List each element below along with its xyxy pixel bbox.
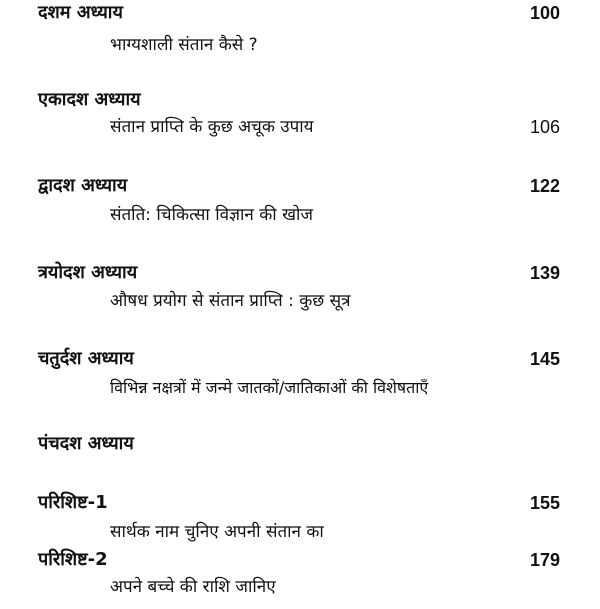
- chapter-subtitle: संतान प्राप्ति के कुछ अचूक उपाय: [110, 117, 314, 137]
- chapter-heading: चतुर्दश अध्याय: [38, 348, 134, 369]
- chapter-heading: द्वादश अध्याय: [38, 175, 128, 196]
- toc-entry-chapter-12: [0, 175, 600, 235]
- chapter-heading: दशम अध्याय: [38, 2, 123, 23]
- appendix-subtitle: सार्थक नाम चुनिए अपनी संतान का: [110, 522, 324, 542]
- chapter-heading: पंचदश अध्याय: [38, 433, 134, 454]
- page-number: 179: [529, 550, 560, 570]
- chapter-heading: त्रयोदश अध्याय: [38, 262, 138, 283]
- toc-entry-chapter-11: [0, 89, 600, 149]
- chapter-subtitle: औषध प्रयोग से संतान प्राप्ति : कुछ सूत्र: [110, 291, 351, 311]
- appendix-subtitle: अपने बच्चे की राशि जानिए: [110, 577, 276, 597]
- toc-entry-chapter-14: [0, 348, 600, 408]
- page-number: 122: [529, 176, 560, 196]
- toc-entry-chapter-13: [0, 262, 600, 322]
- page-number: 155: [529, 493, 560, 513]
- chapter-subtitle: भाग्यशाली संतान कैसे ?: [110, 35, 258, 55]
- page-number: 106: [529, 117, 560, 137]
- chapter-heading: एकादश अध्याय: [38, 89, 141, 110]
- page-number: 139: [529, 263, 560, 283]
- toc-entry-appendix-1: [0, 492, 600, 552]
- chapter-subtitle: विभिन्न नक्षत्रों में जन्मे जातकों/जातिकाओं की विशेषताएँ: [110, 378, 429, 397]
- toc-entry-chapter-15: [0, 433, 600, 493]
- chapter-subtitle: संतति: चिकित्सा विज्ञान की खोज: [110, 205, 314, 225]
- page-number: 145: [529, 349, 560, 369]
- toc-entry-appendix-2: [0, 549, 600, 609]
- toc-entry-chapter-10: [0, 2, 600, 62]
- appendix-heading: परिशिष्ट-1: [38, 492, 108, 513]
- appendix-heading: परिशिष्ट-2: [38, 549, 108, 570]
- page-number: 100: [529, 3, 560, 23]
